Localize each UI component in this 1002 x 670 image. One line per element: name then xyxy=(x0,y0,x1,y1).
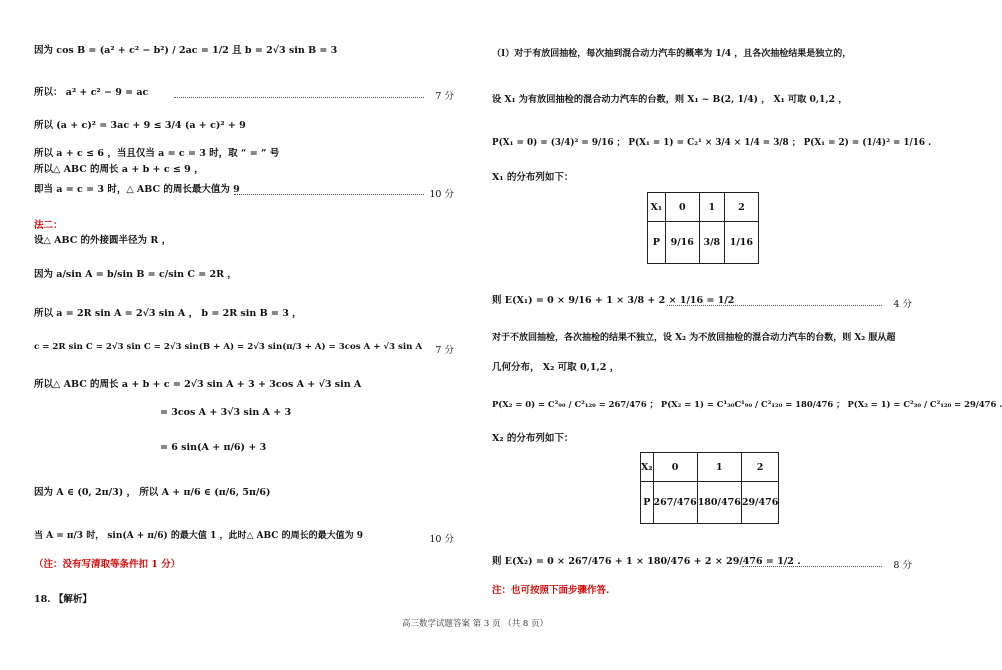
line-a2c2: 所以： a² + c² − 9 = ac xyxy=(34,87,149,98)
line-c-value: c = 2R sin C = 2√3 sin C = 2√3 sin(B + A) = 2√3 sin(π/3 + A) = 3cos A + √3 sin A xyxy=(34,342,423,352)
line-X1-probabilities: P(X₁ = 0) = (3/4)² = 9/16 ； P(X₁ = 1) = C₂¹ × 3/4 × 1/4 = 3/8 ； P(X₁ = 2) = (1/4)² = 1/16 . xyxy=(492,138,932,148)
distribution-table-X1 xyxy=(647,192,759,264)
method-two-heading: 法二： xyxy=(34,220,63,231)
table-cell: 0 xyxy=(665,193,699,222)
score-10: 10 分 xyxy=(429,534,454,545)
dotted-leader xyxy=(667,305,882,306)
question-18-heading: 18. 【解析】 xyxy=(34,594,92,605)
line-sine-law: 因为 a/sin A = b/sin B = c/sin C = 2R ， xyxy=(34,269,237,280)
line-X2-dist-label: X₂ 的分布列如下： xyxy=(492,433,574,444)
line-perimeter-le-9: 所以△ ABC 的周长 a + b + c ≤ 9 ， xyxy=(34,164,204,175)
table-cell: X₂ xyxy=(641,453,654,482)
line-perimeter-step3: = 6 sin(A + π/6) + 3 xyxy=(160,442,267,453)
table-cell: 2 xyxy=(724,193,758,222)
table-cell: P xyxy=(648,222,666,264)
table-cell: 1 xyxy=(697,453,741,482)
page-footer: 高三数学试题答案 第 3 页 （共 8 页） xyxy=(401,619,549,629)
line-no-replacement: 对于不放回抽检，各次抽检的结果不独立，设 X₂ 为不放回抽检的混合动力汽车的台数，则 X₂ 服从超 xyxy=(492,333,896,343)
score-4: 4 分 xyxy=(893,299,912,310)
dotted-leader xyxy=(234,194,424,195)
table-cell: 180/476 xyxy=(697,482,741,524)
line-cosB: 因为 cos B = (a² + c² − b²) / 2ac = 1/2 且 b = 2√3 sin B = 3 xyxy=(34,45,338,56)
line-ac-le-6: 所以 a + c ≤ 6 ，当且仅当 a = c = 3 时，取 “ = ” 号 xyxy=(34,148,280,159)
right-column xyxy=(492,0,1002,670)
line-ac-square: 所以 (a + c)² = 3ac + 9 ≤ 3/4 (a + c)² + 9 xyxy=(34,120,246,131)
line-a-b-values: 所以 a = 2R sin A = 2√3 sin A ， b = 2R sin B = 3 ， xyxy=(34,308,302,319)
line-A-range: 因为 A ∈ (0, 2π/3) ， 所以 A + π/6 ∈ (π/6, 5π/6) xyxy=(34,487,271,498)
table-cell: 3/8 xyxy=(699,222,724,264)
score-10: 10 分 xyxy=(429,189,454,200)
line-X2-probabilities: P(X₂ = 0) = C²₉₀ / C²₁₂₀ = 267/476 ； P(X₂ = 1) = C¹₃₀C¹₉₀ / C²₁₂₀ = 180/476 ； P(X₂ = 1) = C²₃₀ / C²₁₂₀ = 29/476 . xyxy=(492,399,1002,409)
table-cell: 0 xyxy=(653,453,697,482)
line-perimeter-sum: 所以△ ABC 的周长 a + b + c = 2√3 sin A + 3 + 3cos A + √3 sin A xyxy=(34,379,362,390)
table-cell: P xyxy=(641,482,654,524)
line-X1-dist-label: X₁ 的分布列如下： xyxy=(492,172,574,183)
table-cell: 267/476 xyxy=(653,482,697,524)
table-cell: 29/476 xyxy=(741,482,779,524)
line-max-9: 即当 a = c = 3 时，△ ABC 的周长最大值为 9 xyxy=(34,184,240,195)
table-cell: X₁ xyxy=(648,193,666,222)
line-EX1: 则 E(X₁) = 0 × 9/16 + 1 × 3/8 + 2 × 1/16 = 1/2 xyxy=(492,295,735,306)
score-8: 8 分 xyxy=(893,560,912,571)
note-condition: （注：没有写清取等条件扣 1 分） xyxy=(34,559,181,570)
line-perimeter-step2: = 3cos A + 3√3 sin A + 3 xyxy=(160,407,292,418)
table-cell: 9/16 xyxy=(665,222,699,264)
note-alternative: 注：也可按照下面步骤作答. xyxy=(492,585,610,596)
table-cell: 1/16 xyxy=(724,222,758,264)
line-circumradius: 设△ ABC 的外接圆半径为 R ， xyxy=(34,235,172,246)
dotted-leader xyxy=(742,566,882,567)
score-7: 7 分 xyxy=(435,91,454,102)
table-cell: 2 xyxy=(741,453,779,482)
table-cell: 1 xyxy=(699,193,724,222)
line-X1-binomial: 设 X₁ 为有放回抽检的混合动力汽车的台数，则 X₁ ~ B(2, 1/4) ， X₁ 可取 0,1,2 ， xyxy=(492,94,848,105)
line-EX2: 则 E(X₂) = 0 × 267/476 + 1 × 180/476 + 2 × 29/476 = 1/2 . xyxy=(492,556,801,567)
score-7: 7 分 xyxy=(435,345,454,356)
distribution-table-X2 xyxy=(640,452,779,524)
line-part1-intro: （Ⅰ）对于有放回抽检，每次抽到混合动力汽车的概率为 1/4 ，且各次抽检结果是独立的， xyxy=(492,49,852,59)
line-max-result: 当 A = π/3 时， sin(A + π/6) 的最大值 1 ，此时△ ABC 的周长的最大值为 9 xyxy=(34,531,363,541)
line-hypergeometric: 几何分布， X₂ 可取 0,1,2 ， xyxy=(492,362,620,373)
dotted-leader xyxy=(174,97,424,98)
left-column xyxy=(34,0,454,670)
